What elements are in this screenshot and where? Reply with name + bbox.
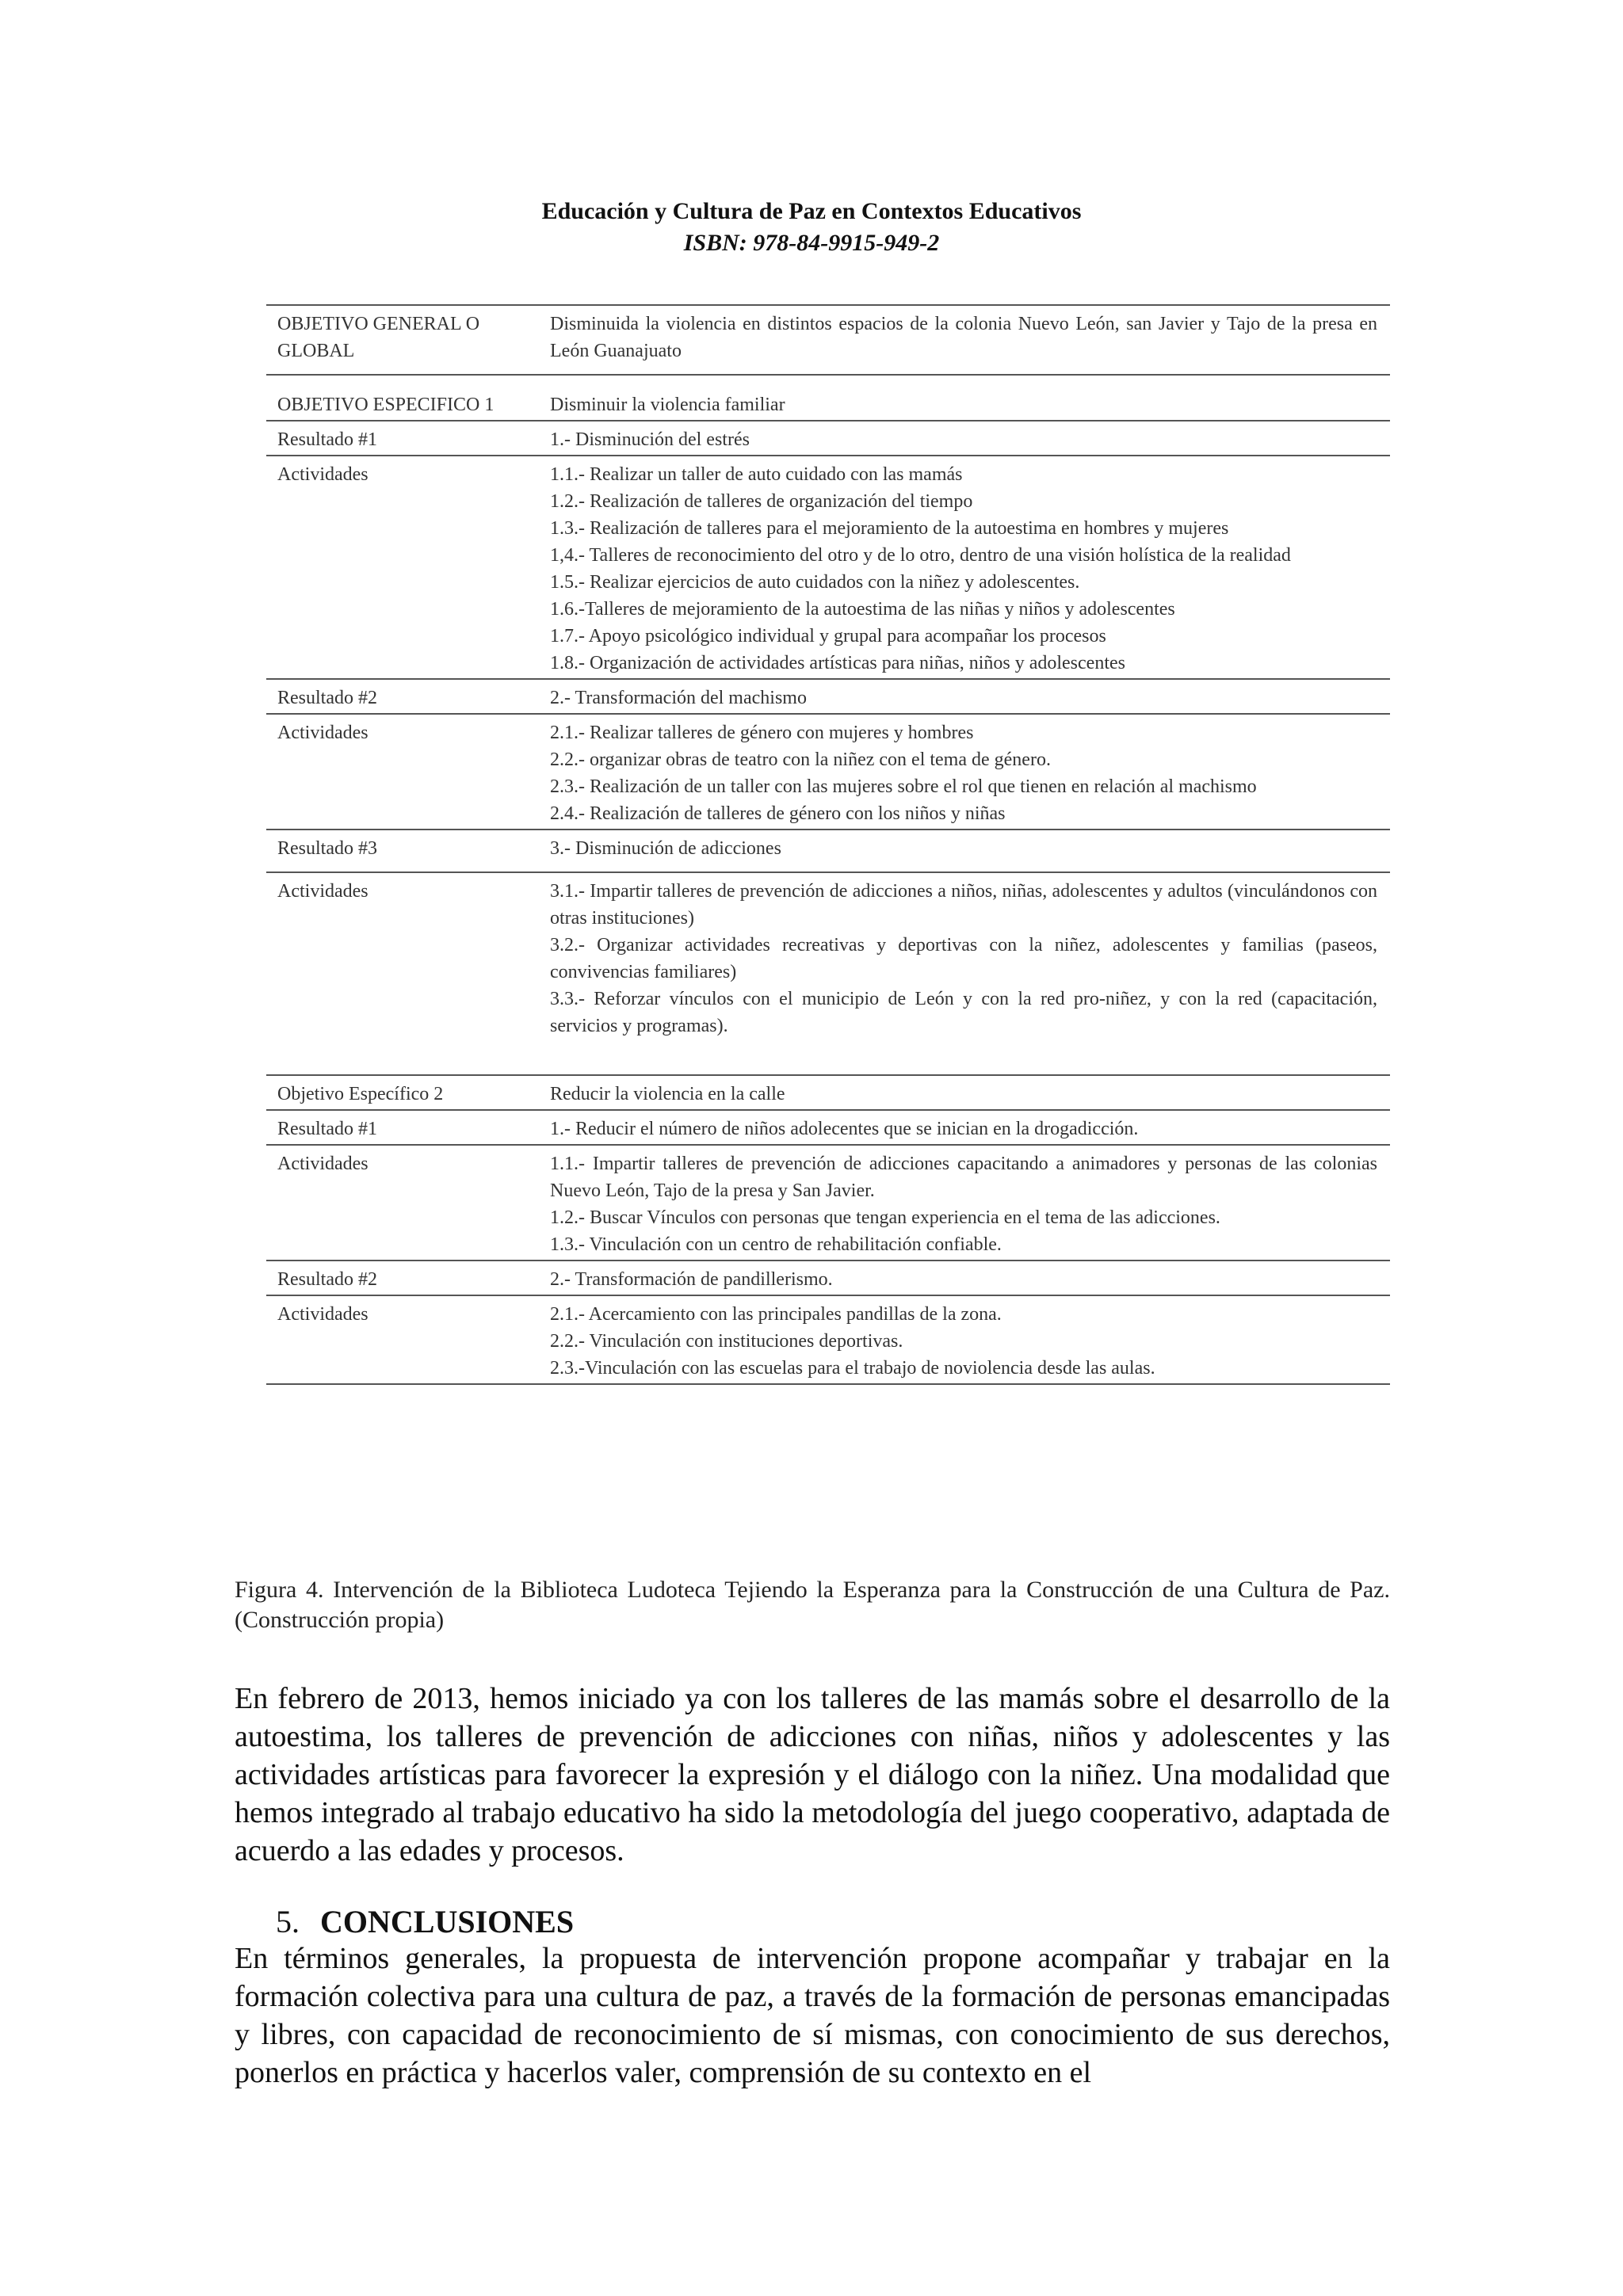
- table-row: [266, 873, 1390, 1076]
- table-row: [266, 421, 1390, 456]
- row-content: [544, 1111, 1390, 1144]
- section-number: 5.: [276, 1904, 300, 1939]
- table-row: [266, 1111, 1390, 1146]
- row-line: 2.1.- Acercamiento con las principales pandillas de la zona.: [550, 1304, 1002, 1325]
- row-label: Actividades: [277, 1304, 369, 1325]
- row-content: [544, 1076, 1390, 1109]
- row-content: [544, 1261, 1390, 1295]
- table-row: [266, 1296, 1390, 1385]
- row-line: 1.7.- Apoyo psicológico individual y grupal para acompañar los procesos: [550, 626, 1106, 646]
- row-line: 1.3.- Realización de talleres para el mejoramiento de la autoestima en hombres y mujeres: [550, 518, 1229, 539]
- row-line: 1.5.- Realizar ejercicios de auto cuidados con la niñez y adolescentes.: [550, 572, 1080, 593]
- row-content: [544, 1296, 1390, 1383]
- table-row: [266, 304, 1390, 376]
- page-header: [0, 196, 1623, 259]
- intervention-table: [266, 304, 1390, 1385]
- row-label: Objetivo Específico 2: [277, 1084, 444, 1104]
- table-row: [266, 1261, 1390, 1296]
- row-line: 3.- Disminución de adicciones: [550, 838, 781, 859]
- row-line: Reducir la violencia en la calle: [550, 1084, 785, 1104]
- row-line: 1.3.- Vinculación con un centro de rehabilitación confiable.: [550, 1234, 1002, 1255]
- table-row: [266, 1146, 1390, 1261]
- header-isbn: ISBN: 978-84-9915-949-2: [683, 230, 940, 256]
- row-label: Resultado #2: [277, 1269, 377, 1290]
- row-label: Actividades: [277, 1154, 369, 1174]
- body-paragraph: En términos generales, la propuesta de intervención propone acompañar y trabajar en la formación colectiva para una cultura de paz, a través de la formación de personas emancipadas y libres, con capacidad de reconocimiento de sí mismas, con conocimiento de sus derechos, ponerlos en práctica y hacerlos valer, comprensión de su contexto en el: [235, 1942, 1390, 2089]
- row-line: Disminuir la violencia familiar: [550, 395, 785, 415]
- row-content: [544, 715, 1390, 829]
- row-content: [544, 680, 1390, 713]
- row-label: Resultado #1: [277, 1119, 377, 1139]
- row-line: 2.4.- Realización de talleres de género con los niños y niñas: [550, 803, 1006, 824]
- row-label: Actividades: [277, 881, 369, 902]
- row-content: [544, 456, 1390, 678]
- table-row: [266, 387, 1390, 421]
- row-content: [544, 830, 1390, 871]
- row-label: Actividades: [277, 723, 369, 743]
- row-line: 2.1.- Realizar talleres de género con mujeres y hombres: [550, 723, 974, 743]
- table-row: [266, 1076, 1390, 1111]
- row-line: 1,4.- Talleres de reconocimiento del otro y de lo otro, dentro de una visión holística de la realidad: [550, 545, 1291, 566]
- row-line: 1.1.- Realizar un taller de auto cuidado con las mamás: [550, 464, 963, 485]
- table-row: [266, 715, 1390, 830]
- section-title: CONCLUSIONES: [320, 1904, 575, 1939]
- row-line: 1.- Disminución del estrés: [550, 429, 750, 450]
- row-line: 2.- Transformación de pandillerismo.: [550, 1269, 833, 1290]
- row-line: 1.2.- Realización de talleres de organización del tiempo: [550, 491, 973, 512]
- row-label: Resultado #1: [277, 429, 377, 450]
- row-line: 2.- Transformación del machismo: [550, 688, 807, 708]
- row-line: 3.1.- Impartir talleres de prevención de adicciones a niños, niñas, adolescentes y adultos (vinculándonos con otras instituciones): [550, 881, 1377, 929]
- row-content: [544, 306, 1390, 374]
- row-content: [544, 421, 1390, 455]
- row-label: Resultado #3: [277, 838, 377, 859]
- row-line: Disminuida la violencia en distintos espacios de la colonia Nuevo León, san Javier y Tajo de la presa en León Guanajuato: [550, 314, 1377, 361]
- row-line: 1.8.- Organización de actividades artísticas para niñas, niños y adolescentes: [550, 653, 1125, 673]
- row-line: 2.3.- Realización de un taller con las mujeres sobre el rol que tienen en relación al machismo: [550, 776, 1257, 797]
- row-content: [544, 387, 1390, 420]
- body-paragraph: En febrero de 2013, hemos iniciado ya con los talleres de las mamás sobre el desarrollo de la autoestima, los talleres de prevención de adicciones con niñas, niños y adolescentes y las actividades artísticas para favorecer la expresión y el diálogo con la niñez. Una modalidad que hemos integrado al trabajo educativo ha sido la metodología del juego cooperativo, adaptada de acuerdo a las edades y procesos.: [235, 1682, 1390, 1867]
- row-label: Actividades: [277, 464, 369, 485]
- row-label: OBJETIVO GENERAL O GLOBAL: [277, 314, 480, 361]
- row-line: 1.6.-Talleres de mejoramiento de la autoestima de las niñas y niños y adolescentes: [550, 599, 1175, 620]
- row-line: 1.1.- Impartir talleres de prevención de adicciones capacitando a animadores y personas de las colonias Nuevo León, Tajo de la presa y San Javier.: [550, 1154, 1377, 1201]
- figure-caption: Figura 4. Intervención de la Biblioteca Ludoteca Tejiendo la Esperanza para la Construcción de una Cultura de Paz. (Construcción propia): [235, 1577, 1390, 1633]
- row-content: [544, 873, 1390, 1074]
- row-label: Resultado #2: [277, 688, 377, 708]
- table-row: [266, 456, 1390, 680]
- row-line: 3.2.- Organizar actividades recreativas y deportivas con la niñez, adolescentes y familias (paseos, convivencias familiares): [550, 935, 1377, 982]
- row-line: 1.- Reducir el número de niños adolecentes que se inician en la drogadicción.: [550, 1119, 1139, 1139]
- row-label: OBJETIVO ESPECIFICO 1: [277, 395, 495, 415]
- row-line: 1.2.- Buscar Vínculos con personas que tengan experiencia en el tema de las adicciones.: [550, 1207, 1220, 1228]
- row-line: 2.2.- organizar obras de teatro con la niñez con el tema de género.: [550, 749, 1051, 770]
- table-row: [266, 830, 1390, 873]
- row-line: 2.3.-Vinculación con las escuelas para el trabajo de noviolencia desde las aulas.: [550, 1358, 1155, 1379]
- table-row: [266, 680, 1390, 715]
- header-title: Educación y Cultura de Paz en Contextos Educativos: [541, 198, 1082, 224]
- row-content: [544, 1146, 1390, 1260]
- row-line: 3.3.- Reforzar vínculos con el municipio de León y con la red pro-niñez, y con la red (capacitación, servicios y programas).: [550, 989, 1377, 1036]
- section-heading: [276, 1903, 574, 1941]
- row-line: 2.2.- Vinculación con instituciones deportivas.: [550, 1331, 903, 1352]
